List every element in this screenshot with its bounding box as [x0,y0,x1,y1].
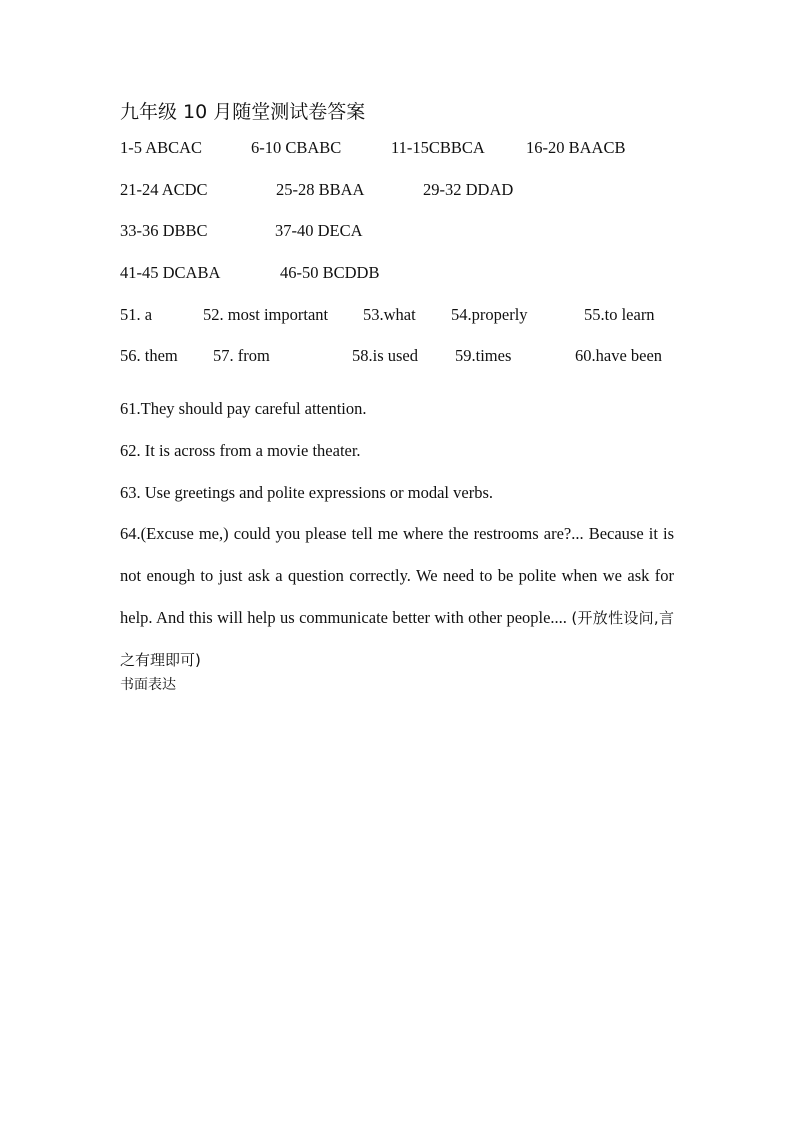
answer-64-text: 64.(Excuse me,) could you please tell me where the restrooms are?... Because it is not enough to just ask a question correctly. We need to be polite when we ask for help. And this will help us communicate better with other people.... [120,524,674,627]
answer-63: 63. Use greetings and polite expressions or modal verbs. [120,482,494,502]
answer-group: 6-10 CBABC [251,138,342,157]
answer-row-6 [120,346,680,388]
answer-group: 11-15CBBCA [391,138,485,157]
answer-row-2 [120,180,680,222]
answer-64-note: (开放性设问,言之有理即可) [120,608,674,670]
answer-item: 51. a [120,304,153,324]
answer-group: 37-40 DECA [275,221,363,241]
answer-item: 58.is used [352,346,418,366]
page-title: 九年级 10 月随堂测试卷答案 [120,101,366,123]
answer-item: 54.properly [451,304,528,324]
answer-sheet [120,100,680,694]
answer-group: 21-24 ACDC [120,179,208,199]
answer-item: 60.have been [575,346,663,366]
answer-group: 16-20 BAACB [526,138,626,157]
answer-item: 55.to learn [584,304,655,324]
answer-row-1 [120,138,680,180]
answer-group: 25-28 BBAA [276,179,365,199]
answer-item: 56. them [120,346,178,366]
answer-item: 57. from [213,346,270,366]
answer-64 [120,513,674,682]
answer-item: 52. most important [203,304,329,324]
answer-group: 41-45 DCABA [120,263,221,283]
answer-group: 46-50 BCDDB [280,263,380,283]
answer-row-3 [120,221,680,263]
answer-62: 62. It is across from a movie theater. [120,440,361,460]
answer-item: 53.what [363,304,416,324]
answer-group: 29-32 DDAD [423,179,514,199]
answer-row-5 [120,305,680,347]
answer-group: 1-5 ABCAC [120,138,203,157]
section-label-writing: 书面表达 [120,677,176,694]
answer-row-4 [120,263,680,305]
answer-item: 59.times [455,346,512,366]
answer-61: 61.They should pay careful attention. [120,399,367,419]
answer-group: 33-36 DBBC [120,221,208,241]
